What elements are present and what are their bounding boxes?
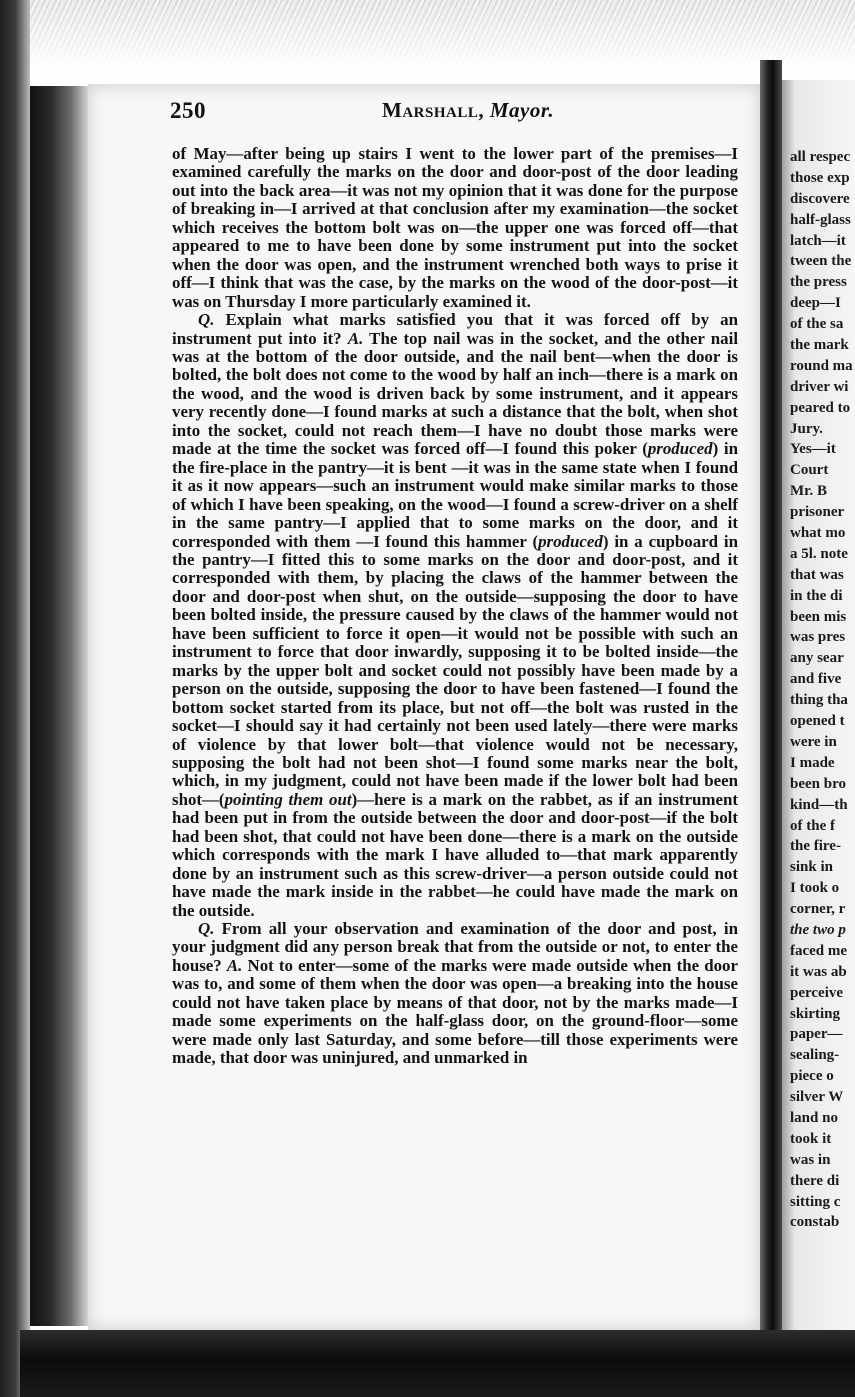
paragraph bbox=[172, 311, 738, 920]
opposite-page-line: Court bbox=[790, 462, 829, 479]
opposite-page-line: piece o bbox=[790, 1068, 834, 1085]
opposite-page-line: peared to bbox=[790, 399, 851, 416]
left-binding-edge bbox=[0, 0, 30, 1397]
opposite-page-line: been mis bbox=[790, 608, 847, 625]
italic-text-run: pointing them out bbox=[224, 789, 352, 809]
opposite-page-line: sink in bbox=[790, 859, 833, 876]
text-run: ) in a cupboard in the pantry—I fitted this to some marks on the door and door-post, and it corresponded with them, by placing the claws of the hammer between the door and door-post when shut, on the outside—supposing the door to have been bolted inside, the pressure caused by the claws of the hammer would not have been sufficient to force it open—it would not be possible with such an instrument to force that door inwardly, supposing it to be bolted inside—the marks by the upper bolt and socket could not possibly have been made by a person on the outside, supposing the door to have been fastened—I found the bottom socket started from its place, but not off—the bolt was rusted in the socket—I should say it had certainly not been used lately—there were marks of violence by that lower bolt—that violence would not be necessary, supposing the bolt had not been shot—I found some marks near the bolt, which, in my judgment, could not have been made if the lower bolt had been shot—( bbox=[172, 531, 738, 809]
opposite-page-line: discovere bbox=[790, 190, 850, 207]
running-head bbox=[170, 98, 740, 132]
opposite-page-line: the mark bbox=[790, 337, 849, 354]
opposite-page-line: Jury. bbox=[790, 420, 823, 437]
opposite-page-line: latch—it bbox=[790, 232, 846, 249]
opposite-page-line: silver W bbox=[790, 1089, 844, 1106]
text-run: Not to enter—some of the marks were made outside when the door was to, and some of them when the door was open—a breaking into the house could not have taken place by means of that door, not by the marks made—I made some experiments on the half-glass door, on the ground-floor—some were made only last Saturday, and some before—till those experiments were made, that door was uninjured, and unmarked in bbox=[172, 955, 738, 1068]
opposite-page-line: faced me bbox=[790, 942, 848, 959]
running-title bbox=[382, 98, 554, 123]
paragraph bbox=[172, 920, 738, 1068]
opposite-page-line: that was bbox=[790, 566, 844, 583]
opposite-page-line: prisoner bbox=[790, 504, 845, 521]
opposite-page-line: I made bbox=[790, 754, 835, 771]
opposite-page-line: round ma bbox=[790, 357, 853, 374]
opposite-page-line: Mr. B bbox=[790, 483, 827, 500]
testimony-text bbox=[172, 145, 738, 1068]
opposite-page-line: paper— bbox=[790, 1026, 843, 1043]
opposite-page-line: of the sa bbox=[790, 316, 844, 333]
opposite-page-line: the press bbox=[790, 274, 847, 291]
paragraph bbox=[172, 145, 738, 311]
opposite-page-line: were in bbox=[790, 733, 837, 750]
running-title-role: Mayor. bbox=[489, 98, 555, 122]
opposite-page-line: the two p bbox=[790, 921, 846, 938]
scan-bottom-edge bbox=[20, 1330, 855, 1397]
page-number: 250 bbox=[170, 98, 206, 123]
opposite-page-line: Yes—it bbox=[790, 441, 836, 458]
left-page-edge-shadow bbox=[30, 86, 88, 1326]
opposite-page-line: there di bbox=[790, 1172, 840, 1189]
opposite-page-line: thing tha bbox=[790, 692, 848, 709]
italic-text-run: produced bbox=[647, 439, 713, 459]
opposite-page-line: the fire- bbox=[790, 838, 841, 855]
opposite-page-line: deep—I bbox=[790, 295, 841, 312]
opposite-page-line: kind—th bbox=[790, 796, 848, 813]
opposite-page-line: skirting bbox=[790, 1005, 841, 1022]
opposite-page-line: took it bbox=[790, 1130, 832, 1147]
opposite-page-line: it was ab bbox=[790, 963, 847, 980]
opposite-page-line: any sear bbox=[790, 650, 844, 667]
opposite-page-line: of the f bbox=[790, 817, 835, 834]
opposite-page-line: sealing- bbox=[790, 1047, 840, 1064]
opposite-page-text bbox=[790, 147, 855, 1233]
text-run: )—here is a mark on the rabbet, as if an instrument had been put in from the outside between the door and door-post—if the bolt had been shot, that could not have been done—there is a mark on the outside which corresponds with the mark I have alluded to—that mark apparently done by an instrument such as this screw-driver—a person outside could not have made the mark inside in the rabbet—he could have made the mark on the outside. bbox=[172, 789, 738, 920]
opposite-page-line: a 5l. note bbox=[790, 545, 848, 562]
opposite-page-line: was in bbox=[790, 1151, 831, 1168]
italic-text-run: Q. bbox=[198, 310, 215, 330]
opposite-page-line: constab bbox=[790, 1214, 840, 1231]
opposite-page-line: half-glass bbox=[790, 211, 851, 228]
text-run: ) in the fire-place in the pantry—it is bent —it was in the same state when I found it as it now appears—such an instrument would make similar marks to those of which I have been speaking, on the wood—I found a screw-driver on a shelf in the same pantry—I applied that to some marks on the door, and it corresponded with them —I found this hammer ( bbox=[172, 439, 738, 551]
opposite-page-line: I took o bbox=[790, 880, 840, 897]
italic-text-run: A. bbox=[226, 955, 243, 975]
italic-text-run: A. bbox=[347, 328, 364, 348]
scan-top-margin bbox=[0, 0, 855, 92]
book-gutter bbox=[760, 60, 782, 1360]
text-run: From all your observation and examination of the door and post, in your judgment did any person break that from the outside or not, to enter the house? bbox=[172, 919, 738, 975]
opposite-page-line: what mo bbox=[790, 525, 846, 542]
opposite-page-line: perceive bbox=[790, 984, 844, 1001]
text-run: of May—after being up stairs I went to the lower part of the premises—I examined carefully the marks on the door and door-post of the door leading out into the back area—it was not my opinion that it was done for the purpose of breaking in—I arrived at that conclusion after my examination—the socket which receives the bottom bolt was on—the upper one was forced off—that appeared to me to have been done by some instrument put into the socket when the door was open, and the instrument wrenched both ways to prise it off—I think that was the case, by the marks on the wood of the door-post—it was on Thursday I more particularly examined it. bbox=[172, 144, 738, 311]
text-run: Explain what marks satisfied you that it was forced off by an instrument put into it? bbox=[172, 310, 738, 348]
italic-text-run: Q. bbox=[198, 919, 215, 939]
opposite-page-line: tween the bbox=[790, 253, 852, 270]
opposite-page-line: those exp bbox=[790, 169, 850, 186]
opposite-page-line: land no bbox=[790, 1109, 838, 1126]
opposite-page-line: driver wi bbox=[790, 378, 849, 395]
running-title-surname: Marshall, bbox=[382, 98, 485, 122]
opposite-page-line: all respec bbox=[790, 149, 851, 165]
opposite-page-line: and five bbox=[790, 671, 842, 688]
opposite-page-line: in the di bbox=[790, 587, 843, 604]
opposite-page-line: was pres bbox=[790, 629, 846, 646]
opposite-page-line: corner, r bbox=[790, 901, 846, 918]
italic-text-run: produced bbox=[538, 531, 603, 551]
text-run: The top nail was in the socket, and the other nail was at the bottom of the door outside, and the nail bent—when the door is bolted, the bolt does not come to the wood by half an inch—there is a mark on the wood, and the wood is driven back by some instrument, and it appears very recently done—I found marks at such a distance that the bolt, when shot into the socket, could not reach them—I have no doubt those marks were made at the time the socket was forced off—I found this poker ( bbox=[172, 328, 739, 459]
opposite-page-line: been bro bbox=[790, 775, 846, 792]
opposite-page-line: opened t bbox=[790, 713, 845, 730]
opposite-page-line: sitting c bbox=[790, 1193, 841, 1210]
